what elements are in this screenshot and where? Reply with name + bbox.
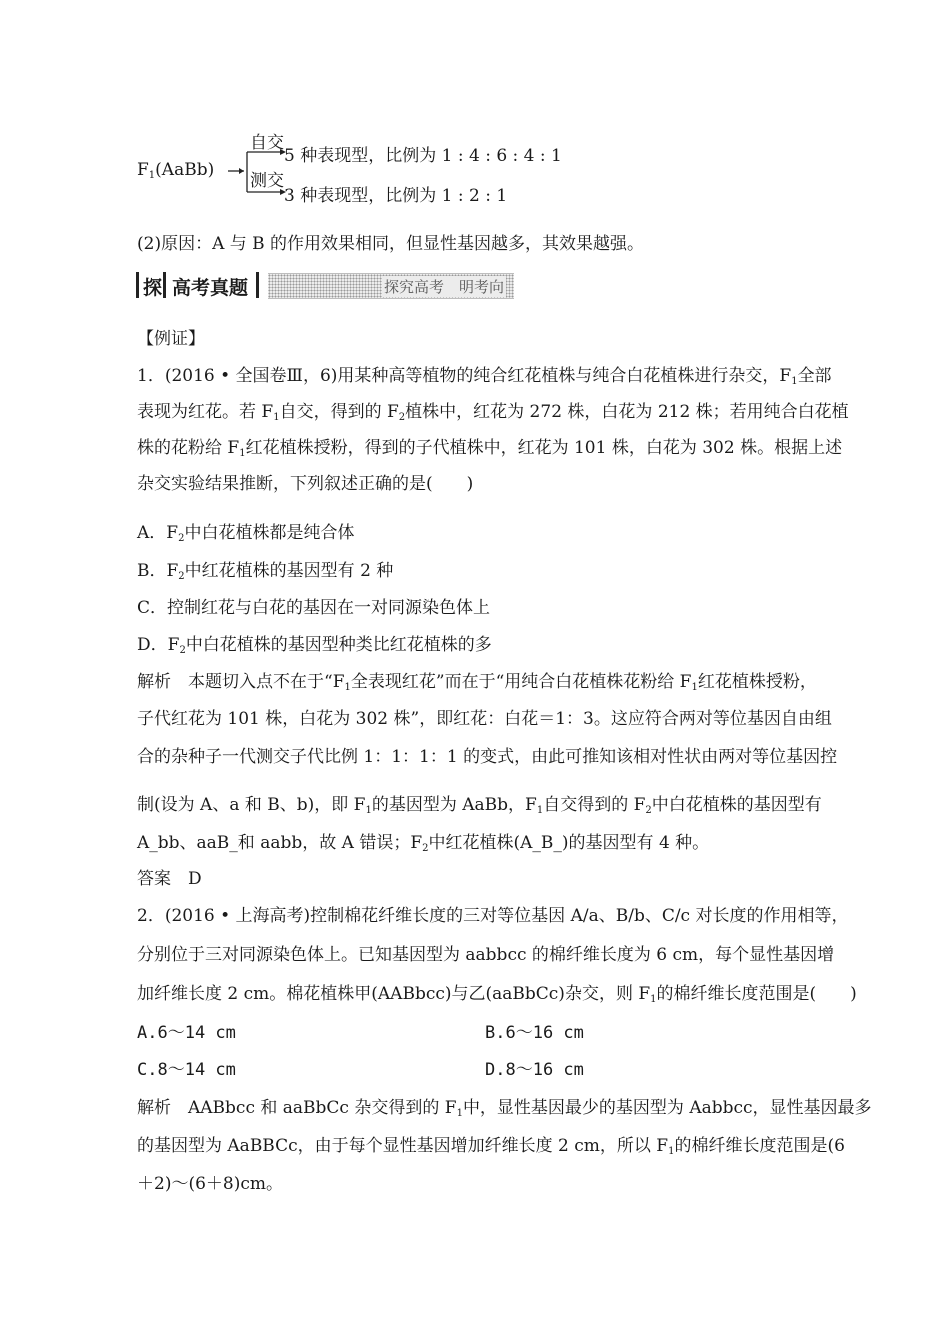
q1-line-4: 杂交实验结果推断，下列叙述正确的是( ) <box>137 474 474 494</box>
q2-option-b: B.6～16 cm <box>485 1023 584 1043</box>
q1-option-c: C．控制红花与白花的基因在一对同源染色体上 <box>137 598 491 618</box>
test-cross-result: 3 种表现型，比例为 1 : 2 : 1 <box>284 186 508 206</box>
q1-explanation-5: A_bb、aaB_和 aabb，故 A 错误；$F_2$中红花植株(A_B_)的基因型有 4 种。 <box>137 833 710 854</box>
banner-strip <box>268 273 514 299</box>
banner-subtitle: 探究高考 明考向 <box>383 278 504 296</box>
q1-explanation-3: 合的杂种子一代测交子代比例 1：1：1：1 的变式，由此可推知该相对性状由两对等位基因控 <box>137 747 838 767</box>
f1-genotype: $F_1(AaBb)$ <box>137 160 215 181</box>
reason-text: (2)原因：A 与 B 的作用效果相同，但显性基因越多，其效果越强。 <box>137 234 645 254</box>
q1-explanation-4: 制(设为 A、a 和 B、b)，即 $F_1$的基因型为 AaBb，$F_1$自交得到的 $F_2$中白花植株的基因型有 <box>137 795 822 816</box>
q2-line-3: 加纤维长度 2 cm。棉花植株甲(AABbcc)与乙(aaBbCc)杂交，则 $F_1$的棉纤维长度范围是( ) <box>137 984 857 1005</box>
banner-title: 高考真题 <box>172 277 249 299</box>
q1-line-2: 表现为红花。若 $F_1$自交，得到的 $F_2$植株中，红花为 272 株，白花为 212 株；若用纯合白花植 <box>137 402 849 423</box>
self-cross-label: 自交 <box>250 133 284 153</box>
q2-option-a: A.6～14 cm <box>137 1023 236 1043</box>
q2-explanation-3: ＋2)～(6＋8)cm。 <box>137 1174 283 1194</box>
q2-explanation-1: 解析 AABbcc 和 aaBbCc 杂交得到的 $F_1$中，显性基因最少的基因型为 Aabbcc，显性基因最多 <box>137 1098 872 1119</box>
q2-option-c: C.8～14 cm <box>137 1060 236 1080</box>
banner-char: 探 <box>143 277 163 299</box>
q1-explanation-1: 解析 本题切入点不在于“$F_1$全表现红花”而在于“用纯合白花植株花粉给 $F_1$红花植株授粉， <box>137 672 817 693</box>
q1-explanation-2: 子代红花为 101 株，白花为 302 株”，即红花：白花＝1：3。这应符合两对等位基因自由组 <box>137 709 832 729</box>
q2-line-2: 分别位于三对同源染色体上。已知基因型为 aabbcc 的棉纤维长度为 6 cm，每个显性基因增 <box>137 945 835 965</box>
q1-answer: 答案 D <box>137 869 202 889</box>
q2-explanation-2: 的基因型为 AaBBCc，由于每个显性基因增加纤维长度 2 cm，所以 $F_1$的棉纤维长度范围是(6 <box>137 1136 845 1157</box>
q2-option-d: D.8～16 cm <box>485 1060 584 1080</box>
q2-line-1: 2．(2016 • 上海高考)控制棉花纤维长度的三对等位基因 A/a、B/b、C/c 对长度的作用相等， <box>137 906 849 926</box>
q1-option-a: A．$F_2$中白花植株都是纯合体 <box>137 523 355 544</box>
self-cross-result: 5 种表现型，比例为 1 : 4 : 6 : 4 : 1 <box>284 146 562 166</box>
q1-line-1: 1．(2016 • 全国卷Ⅲ，6)用某种高等植物的纯合红花植株与纯合白花植株进行杂交，$F_1$全部 <box>137 366 832 387</box>
test-cross-label: 测交 <box>250 171 284 191</box>
q1-option-b: B．$F_2$中红花植株的基因型有 2 种 <box>137 561 394 582</box>
q1-option-d: D．$F_2$中白花植株的基因型种类比红花植株的多 <box>137 635 492 656</box>
q1-line-3: 株的花粉给 $F_1$红花植株授粉，得到的子代植株中，红花为 101 株，白花为 302 株。根据上述 <box>137 438 843 459</box>
example-label: 【例证】 <box>137 329 205 349</box>
